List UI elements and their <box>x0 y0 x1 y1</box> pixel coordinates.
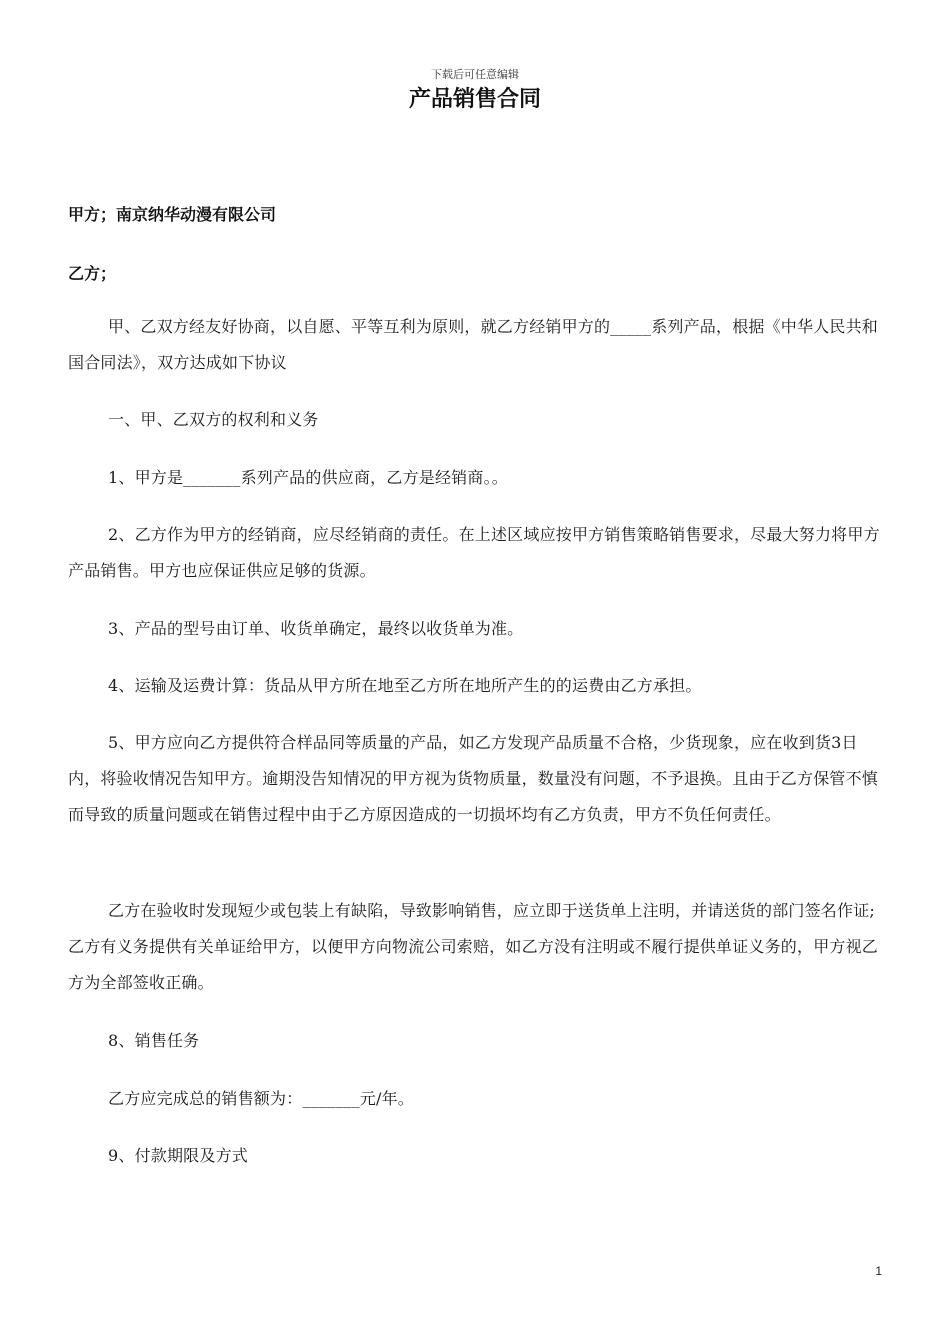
page-number: 1 <box>875 1264 882 1278</box>
paragraph-preamble: 甲、乙双方经友好协商，以自愿、平等互利为原则，就乙方经销甲方的_____系列产品，根据《中华人民共和国合同法》，双方达成如下协议 <box>68 317 879 372</box>
section-heading-sales-task: 8、销售任务 <box>108 1031 200 1050</box>
party-b: 乙方； <box>68 264 117 283</box>
clause-1: 1、甲方是_______系列产品的供应商，乙方是经销商。。 <box>108 468 508 487</box>
header-note: 下载后可任意编辑 <box>431 68 519 81</box>
clause-inspection: 乙方在验收时发现短少或包装上有缺陷，导致影响销售，应立即于送货单上注明，并请送货的部门签名作证;乙方有义务提供有关单证给甲方，以便甲方向物流公司索赔，如乙方没有注明或不履行提供单证义务的，甲方视乙方为全部签收正确。 <box>68 901 879 992</box>
clause-5: 5、甲方应向乙方提供符合样品同等质量的产品，如乙方发现产品质量不合格，少货现象，应在收到货3日内，将验收情况告知甲方。逾期没告知情况的甲方视为货物质量，数量没有问题，不予退换。且由于乙方保管不慎而导致的质量问题或在销售过程中由于乙方原因造成的一切损坏均有乙方负责，甲方不负任何责任。 <box>68 733 879 824</box>
section-heading-rights: 一、甲、乙双方的权利和义务 <box>108 410 319 429</box>
party-a: 甲方；南京纳华动漫有限公司 <box>68 205 277 224</box>
clause-3: 3、产品的型号由订单、收货单确定，最终以收货单为准。 <box>108 619 524 638</box>
clause-2: 2、乙方作为甲方的经销商，应尽经销商的责任。在上述区域应按甲方销售策略销售要求，尽最大努力将甲方产品销售。甲方也应保证供应足够的货源。 <box>68 525 880 580</box>
clause-4: 4、运输及运费计算：货品从甲方所在地至乙方所在地所产生的的运费由乙方承担。 <box>108 676 702 695</box>
section-heading-payment: 9、付款期限及方式 <box>108 1146 248 1165</box>
document-title: 产品销售合同 <box>408 87 541 112</box>
clause-sales-amount: 乙方应完成总的销售额为：_______元/年。 <box>108 1089 414 1108</box>
